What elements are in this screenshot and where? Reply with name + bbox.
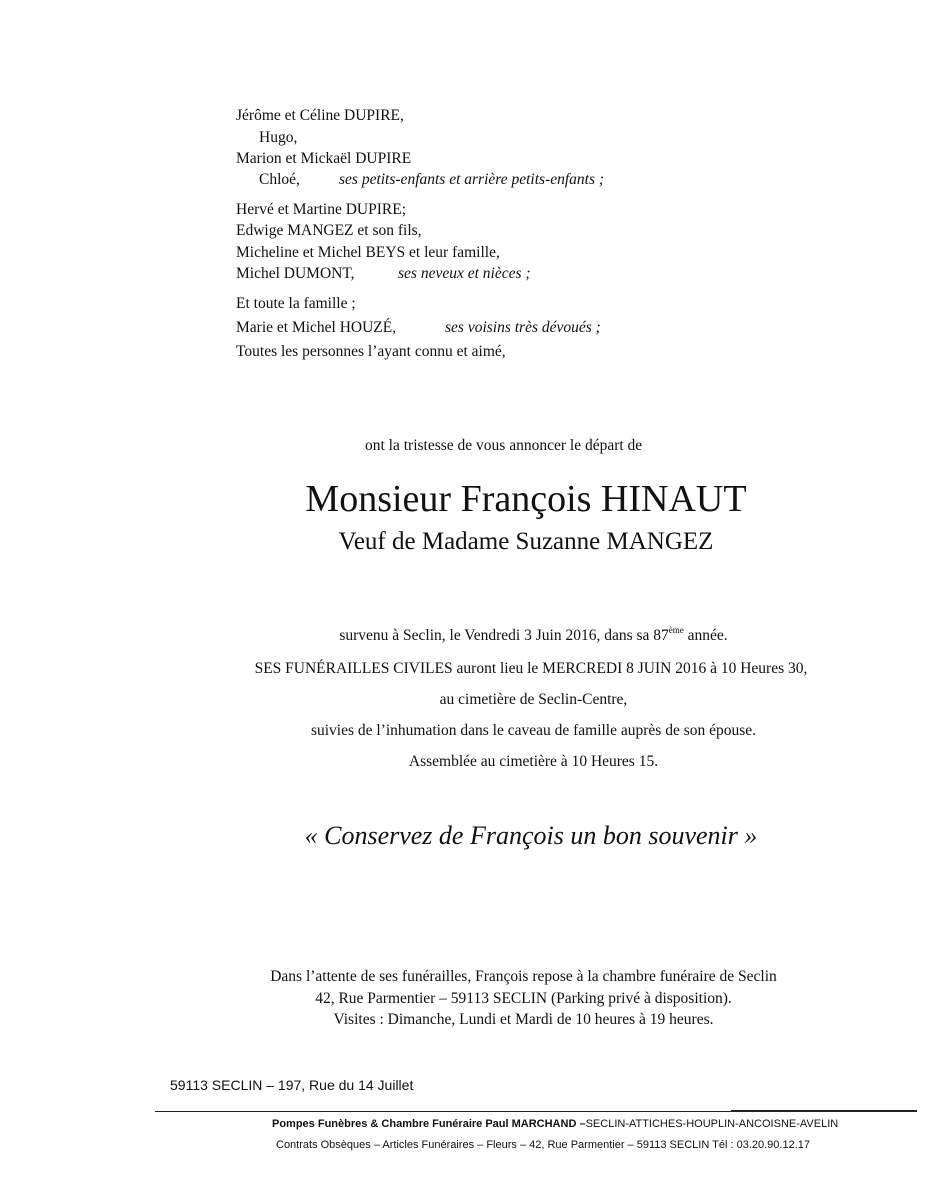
assembly-details: Assemblée au cimetière à 10 Heures 15. xyxy=(408,753,659,770)
family-line: Edwige MANGEZ et son fils, xyxy=(236,222,422,239)
family-line: Jérôme et Céline DUPIRE, xyxy=(236,107,404,124)
deceased-name: Monsieur François HINAUT xyxy=(305,478,747,520)
death-details xyxy=(0,627,947,645)
family-role: ses neveux et nièces ; xyxy=(398,265,531,282)
company-services: Contrats Obsèques – Articles Funéraires – Fleurs – 42, Rue Parmentier – 59113 SECLIN Tél : 03.20.90.12.17 xyxy=(276,1139,810,1151)
family-role: ses voisins très dévoués ; xyxy=(445,319,601,336)
visiting-hours: Visites : Dimanche, Lundi et Mardi de 10 heures à 19 heures. xyxy=(333,1011,714,1028)
viewing-info: Dans l’attente de ses funérailles, François repose à la chambre funéraire de Seclin xyxy=(270,968,777,985)
funeral-details: SES FUNÉRAILLES CIVILES auront lieu le MERCREDI 8 JUIN 2016 à 10 Heures 30, xyxy=(254,660,808,677)
family-line: Et toute la famille ; xyxy=(236,295,356,312)
viewing-address: 42, Rue Parmentier – 59113 SECLIN (Parking privé à disposition). xyxy=(315,990,732,1007)
family-line: Toutes les personnes l’ayant connu et aimé, xyxy=(236,343,506,360)
burial-details: suivies de l’inhumation dans le caveau de famille auprès de son épouse. xyxy=(310,722,757,739)
family-line: Micheline et Michel BEYS et leur famille, xyxy=(236,244,500,261)
cemetery-location: au cimetière de Seclin-Centre, xyxy=(439,691,628,708)
death-details-text: survenu à Seclin, le Vendredi 3 Juin 2016, dans sa 87 xyxy=(339,627,669,644)
footer-address: 59113 SECLIN – 197, Rue du 14 Juillet xyxy=(170,1077,414,1093)
death-details-end: année. xyxy=(683,627,728,644)
family-role: ses petits-enfants et arrière petits-enfants ; xyxy=(339,171,605,188)
family-line-name: Marie et Michel HOUZÉ, xyxy=(236,319,397,336)
company-name: Pompes Funèbres & Chambre Funéraire Paul MARCHAND – xyxy=(272,1118,586,1130)
family-line-name: Chloé, xyxy=(259,171,300,188)
company-line xyxy=(272,1118,838,1130)
deceased-subtitle: Veuf de Madame Suzanne MANGEZ xyxy=(338,528,714,555)
company-locations: SECLIN-ATTICHES-HOUPLIN-ANCOISNE-AVELIN xyxy=(585,1118,839,1130)
family-line-name: Michel DUMONT, xyxy=(236,265,355,282)
family-line: Hugo, xyxy=(259,129,298,146)
footer-rule xyxy=(155,1111,917,1112)
ordinal-suffix: ème xyxy=(668,625,684,635)
family-line: Marion et Mickaël DUPIRE xyxy=(236,150,412,167)
family-line: Hervé et Martine DUPIRE; xyxy=(236,201,407,218)
announcement-text: ont la tristesse de vous annoncer le départ de xyxy=(365,437,643,454)
memorial-quote: « Conservez de François un bon souvenir » xyxy=(304,821,758,850)
